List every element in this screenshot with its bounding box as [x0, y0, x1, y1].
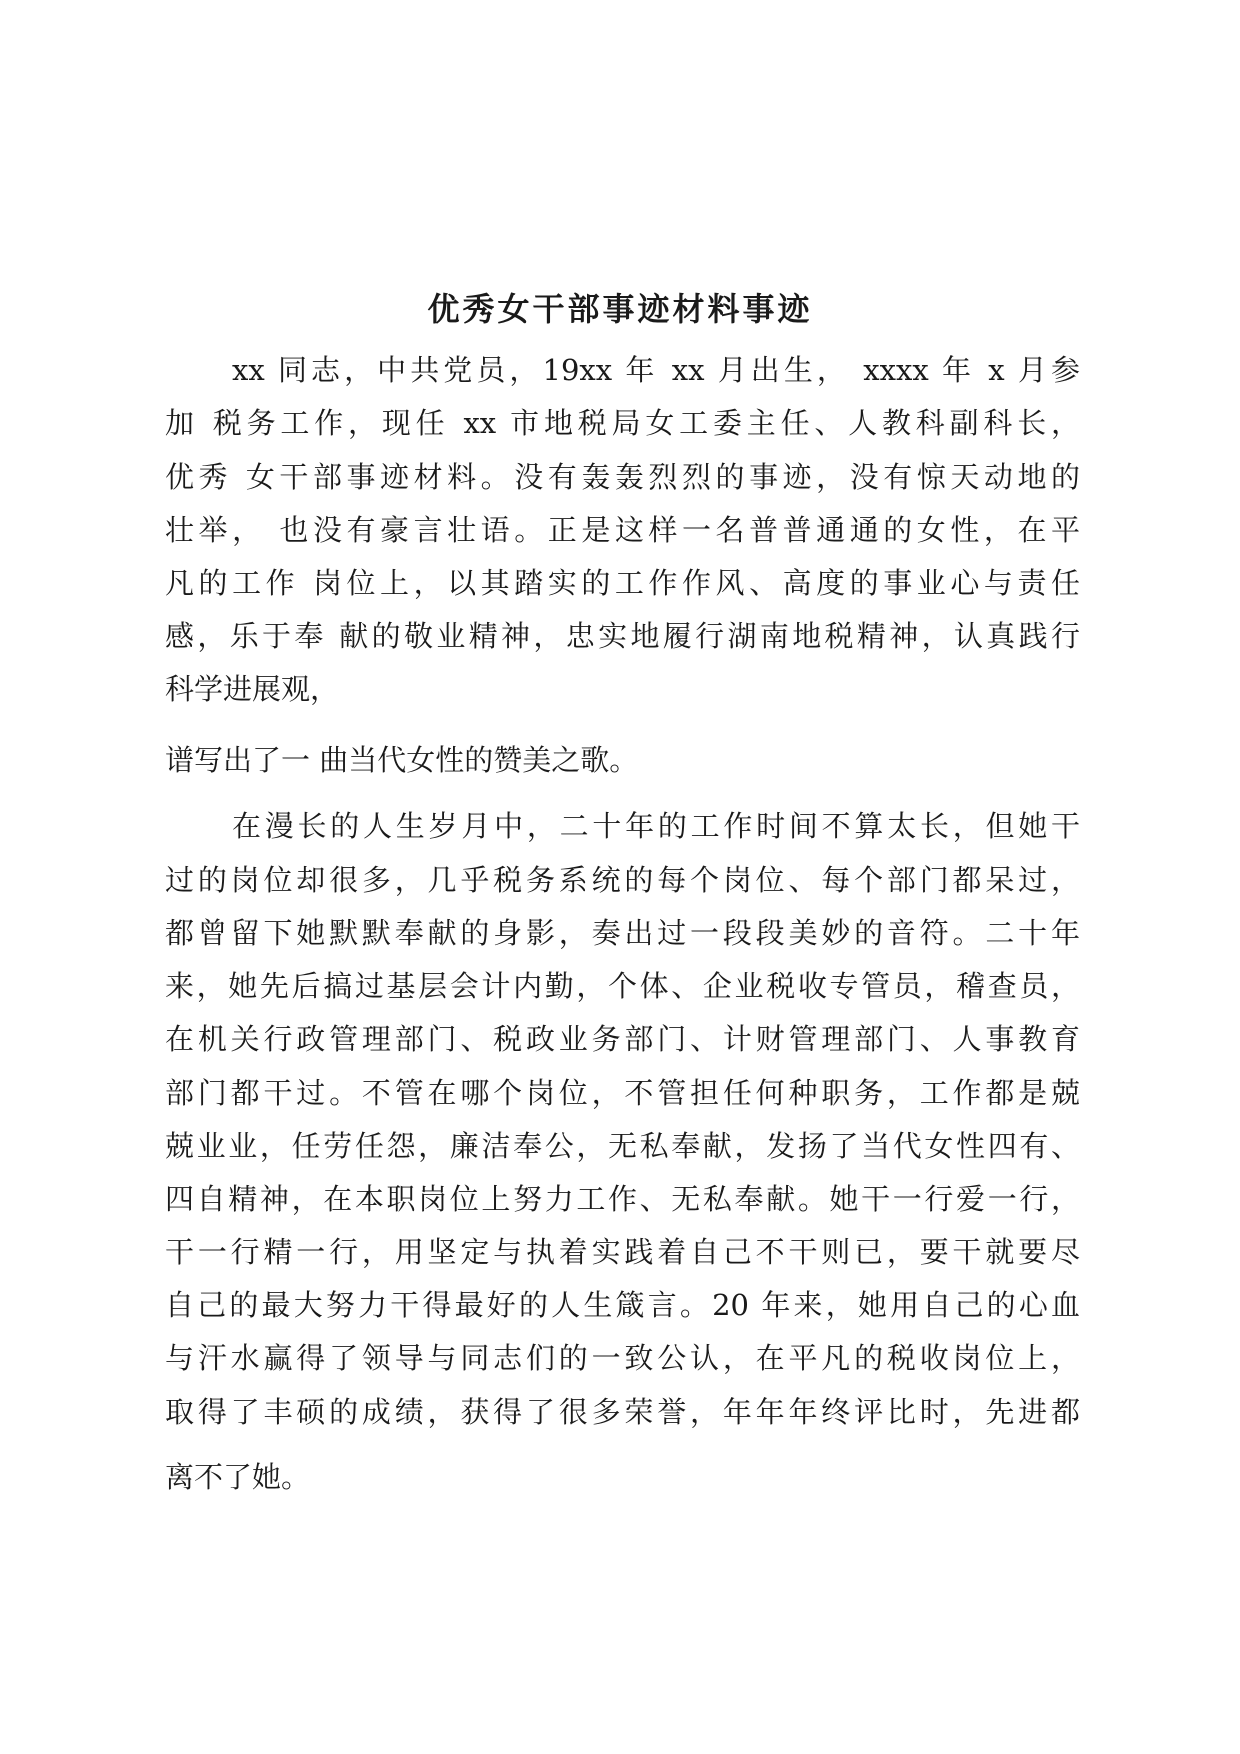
body-line: 部门都干过。不管在哪个岗位，不管担任何种职务，工作都是兢	[165, 1076, 1080, 1110]
document-title: 优秀女干部事迹材料事迹	[427, 290, 813, 328]
body-line: 优秀 女干部事迹材料。没有轰轰烈烈的事迹，没有惊天动地的	[165, 460, 1080, 494]
body-line: 来，她先后搞过基层会计内勤，个体、企业税收专管员，稽查员，	[165, 969, 1080, 1003]
body-line: 凡的工作 岗位上，以其踏实的工作作风、高度的事业心与责任	[165, 566, 1080, 600]
body-line: 取得了丰硕的成绩，获得了很多荣誉，年年年终评比时，先进都	[165, 1395, 1080, 1429]
body-line: 加 税务工作，现任 xx 市地税局女工委主任、人教科副科长，	[165, 406, 1080, 440]
body-line: 壮举， 也没有豪言壮语。正是这样一名普普通通的女性，在平	[165, 513, 1080, 547]
body-line: 离不了她。	[165, 1460, 311, 1494]
body-line: 干一行精一行，用坚定与执着实践着自己不干则已，要干就要尽	[165, 1235, 1080, 1269]
body-line: 兢业业，任劳任怨，廉洁奉公，无私奉献，发扬了当代女性四有、	[165, 1129, 1080, 1163]
body-line: xx 同志，中共党员，19xx 年 xx 月出生， xxxx 年 x 月参	[232, 353, 1080, 387]
body-line: 自己的最大努力干得最好的人生箴言。20 年来，她用自己的心血	[165, 1288, 1080, 1322]
body-line: 过的岗位却很多，几乎税务系统的每个岗位、每个部门都呆过，	[165, 863, 1080, 897]
body-line: 四自精神，在本职岗位上努力工作、无私奉献。她干一行爱一行，	[165, 1182, 1080, 1216]
body-line: 科学进展观，	[165, 672, 340, 706]
body-line: 都曾留下她默默奉献的身影，奏出过一段段美妙的音符。二十年	[165, 916, 1080, 950]
body-line: 在机关行政管理部门、税政业务部门、计财管理部门、人事教育	[165, 1022, 1080, 1056]
body-line: 在漫长的人生岁月中，二十年的工作时间不算太长，但她干	[232, 809, 1080, 843]
body-line: 感，乐于奉 献的敬业精神，忠实地履行湖南地税精神，认真践行	[165, 619, 1080, 653]
body-line: 谱写出了一 曲当代女性的赞美之歌。	[165, 743, 639, 777]
body-line: 与汗水赢得了领导与同志们的一致公认，在平凡的税收岗位上，	[165, 1341, 1080, 1375]
